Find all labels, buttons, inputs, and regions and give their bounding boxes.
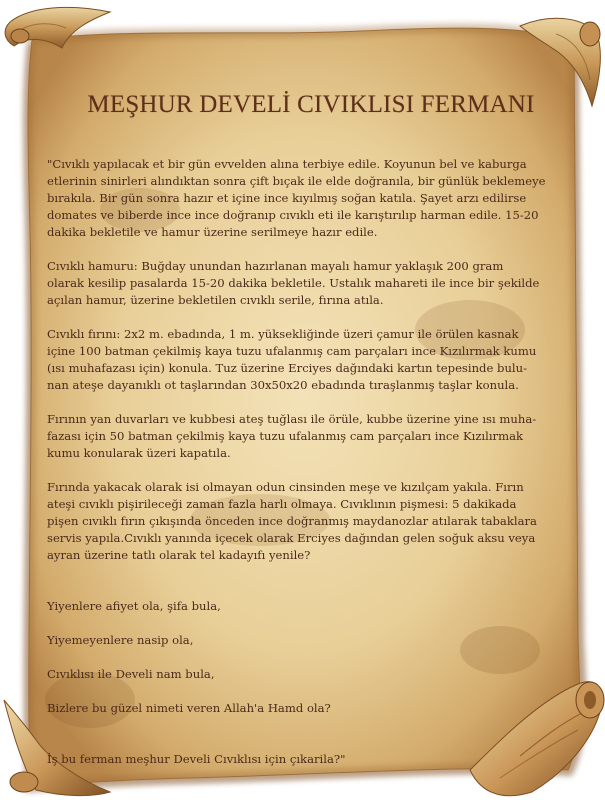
poem-line: Yiyenlere afiyet ola, şifa bula,	[47, 599, 221, 613]
paragraph-baking: Fırında yakacak olarak isi olmayan odun cinsinden meşe ve kızılçam yakıla. Fırın ateşi cıvıklı pişirileceği zaman fazla harlı olmaya. Cıvıklının pişmesi: 5 dakikada pişen cıvıklı fırın çıkışında önceden ince doğranmış maydanozlar atılarak tabaklara servis yapıla.Cıvıklı yanında içecek olarak Erciyes dağından gelen soğuk aksu veya ayran üzerine tatlı olarak tel kadayıfı yenile?	[47, 480, 537, 562]
closing-line: İş bu ferman meşhur Develi Cıvıklısı için çıkarila?"	[47, 752, 346, 766]
poem-line: Yiyemeyenlere nasip ola,	[47, 633, 194, 647]
ferman-text	[47, 88, 567, 785]
paragraph-oven: Cıvıklı fırını: 2x2 m. ebadında, 1 m. yüksekliğinde üzeri çamur ile örülen kasnak içine 100 batman çekilmiş kaya tuzu ufalanmış cam parçaları ince Kızılırmak kumu (ısı muhafazası için) konula. Tuz üzerine Erciyes dağındaki kartın tepesinde bulu- nan ateşe dayanıklı ot taşlarından 30x50x20 ebadında tıraşlanmış taşlar konula.	[47, 327, 537, 392]
ferman-title: MEŞHUR DEVELİ CIVIKLISI FERMANI	[87, 91, 535, 118]
ferman-body	[47, 156, 567, 768]
paragraph-preparation: "Cıvıklı yapılacak et bir gün evvelden alına terbiye edile. Koyunun bel ve kaburga etlerinin sinirleri alındıktan sonra çift bıçak ile elde doğranıla, bir günlük beklemeye bırakıla. Bir gün sonra hazır et içine ince kıyılmış soğan katıla. Şayet arzı edilirse domates ve biberde ince ince doğranıp cıvıklı eti ile karıştırılıp harman edile. 15-20 dakika bekletile ve hamur üzerine serilmeye hazır edile.	[47, 157, 546, 239]
poem-line: Bizlere bu güzel nimeti veren Allah'a Hamd ola?	[47, 701, 331, 715]
poem-verses	[47, 581, 567, 734]
paragraph-dough: Cıvıklı hamuru: Buğday unundan hazırlanan mayalı hamur yaklaşık 200 gram olarak kesilip pasalarda 15-20 dakika bekletile. Ustalık mahareti ile ince bir şekilde açılan hamur, üzerine bekletilen cıvıklı serile, fırına atıla.	[47, 259, 540, 307]
paragraph-oven-walls: Fırının yan duvarları ve kubbesi ateş tuğlası ile örüle, kubbe üzerine yine ısı muha- fazası için 50 batman çekilmiş kaya tuzu ufalanmış cam parçaları ince Kızılırmak kumu konularak üzeri kapatıla.	[47, 412, 537, 460]
poem-line: Cıvıklısı ile Develi nam bula,	[47, 667, 215, 681]
